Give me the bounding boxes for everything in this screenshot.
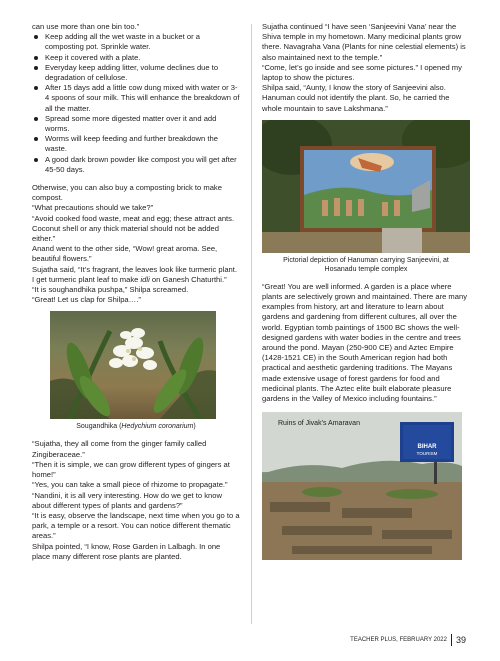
intro-line: can use more than one bin too.”: [32, 22, 140, 31]
compost-steps-list: [32, 32, 240, 175]
jivak-amaravan-ruins-photo: [262, 412, 462, 560]
paragraph: “It is easy, observe the landscape, next time when you go to a park, a temple or a resort. You can notice different thematic areas.”: [32, 510, 240, 541]
list-item: After 15 days add a little cow dung mixed with water or 3-4 spoons of sour milk. This will enhance the breakdown of all the matter.: [32, 83, 240, 114]
paragraph: “Yes, you can take a small piece of rhizome to propagate.”: [32, 480, 228, 490]
caption-text-end: ): [193, 423, 196, 431]
flower-caption: [32, 422, 240, 431]
sougandhika-flower-photo: [50, 311, 216, 419]
paragraph: Sujatha continued “I have seen ‘Sanjeevini Vana’ near the Shiva temple in my hometown. Many medicinal plants grow there. Navagraha Vana (Plants for nine celestial elements) is also maintained next to the temple.”: [262, 22, 466, 62]
publication-name: TEACHER PLUS, FEBRUARY 2022: [350, 637, 447, 643]
paragraph: “Great! Let us clap for Shilpa….”: [32, 295, 141, 305]
caption-text: Sougandhika (: [76, 423, 122, 431]
paragraph: Shilpa pointed, “I know, Rose Garden in Lalbagh. In one place many different rose plants are planted.: [32, 541, 221, 561]
paragraph: “Sujatha, they all come from the ginger family called Zingiberaceae.”: [32, 439, 207, 459]
paragraph: Anand went to the other side, “Wow! great aroma. See, beautiful flowers.”: [32, 244, 218, 264]
paragraph: Otherwise, you can also buy a composting brick to make compost.: [32, 183, 222, 203]
list-item: Everyday keep adding litter, volume declines due to degradation of cellulose.: [32, 63, 240, 83]
caption-scientific-name: Hedychium coronarium: [121, 423, 194, 431]
turmeric-text: Sujatha said, “It’s fragrant, the leaves look like turmeric plant. I get turmeric plant leaf to make: [32, 264, 237, 284]
sign-text: TOURISM: [416, 451, 438, 457]
mural-caption: [262, 256, 470, 274]
list-item: Keep it covered with a plate.: [32, 53, 240, 63]
list-item: Worms will keep feeding and further breakdown the waste.: [32, 134, 240, 154]
paragraph: “Avoid cooked food waste, meat and egg; these attract ants. Coconut shell or any thick material should not be added either.”: [32, 213, 235, 244]
caption-line: Hosanadu temple complex: [324, 265, 408, 273]
page-footer: [350, 634, 466, 646]
paragraph: “Come, let’s go inside and see some pictures.” I opened my laptop to show the pictures.: [262, 62, 462, 83]
idli-word: idli: [140, 274, 150, 284]
sign-text: BIHAR: [417, 444, 437, 451]
page-number: 39: [451, 634, 466, 646]
turmeric-text-end: on Ganesh Chaturthi.”: [149, 274, 227, 284]
ruins-label: Ruins of Jivak’s Amaravan: [278, 420, 360, 428]
list-item: A good dark brown powder like compost you will get after 45-50 days.: [32, 155, 240, 175]
paragraph: “Then it is simple, we can grow different types of gingers at home!”: [32, 459, 230, 480]
paragraph: “What precautions should we take?”: [32, 203, 154, 213]
paragraph: “Nandini, it is all very interesting. How do we get to know about different types of plants and gardens?”: [32, 490, 222, 510]
list-item: Keep adding all the wet waste in a bucket or a composting pot. Sprinkle water.: [32, 32, 240, 52]
flower-illustration: [50, 311, 216, 419]
left-column: [32, 22, 240, 562]
list-item: Spread some more digested matter over it and add worms.: [32, 114, 240, 134]
hanuman-mural-photo: [262, 120, 470, 253]
right-column: [262, 22, 470, 560]
column-divider: [251, 24, 252, 624]
mural-illustration: [262, 120, 470, 253]
ruins-illustration: [262, 412, 462, 560]
caption-line: Pictorial depiction of Hanuman carrying Sanjeevini, at: [283, 256, 449, 264]
paragraph: “It is soughandhika pushpa,” Shilpa screamed.: [32, 285, 189, 295]
paragraph: “Great! You are well informed. A garden is a place where plants are selectively grown and maintained. There are many examples from history, art and literature to learn about gardens and gardening from different cultures, all over the world. Egyptian tomb paintings of 1500 BC shows the well-designed gardens with water bodies in the centre and trees around the pond. Mayan (250-900 CE) and Aztec Empire (1428-1521 CE) in the South American region had both practical and aesthetic gardening traditions. The Mayans made extensive usage of forest gardens for food and medicinal plants. The Aztec elite built elaborate pleasure gardens in the Valley of Mexico including fountains.”: [262, 281, 468, 404]
paragraph: [32, 265, 240, 285]
paragraph: Shilpa said, “Aunty, I know the story of Sanjeevini also. Hanuman could not identify the plant. So, he carried the whole mountain to save Lakshmana.”: [262, 83, 450, 113]
